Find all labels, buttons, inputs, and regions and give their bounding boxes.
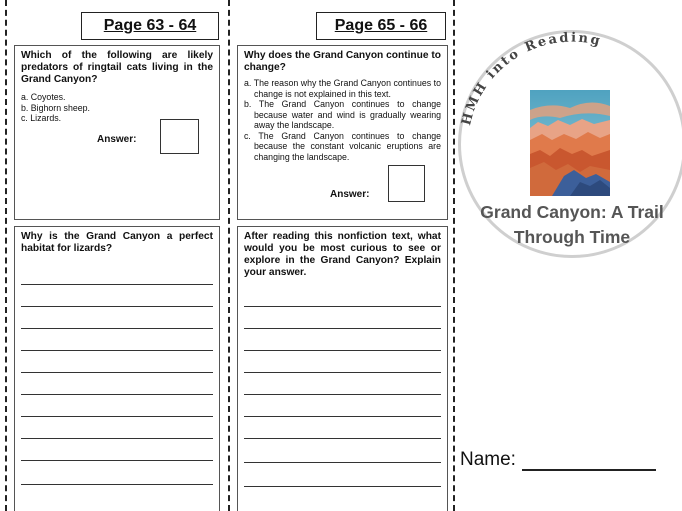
writing-line bbox=[21, 484, 213, 485]
writing-line bbox=[21, 306, 213, 307]
question-box-predators bbox=[14, 45, 220, 220]
option-a: a. The reason why the Grand Canyon continues to change is not explained in this text. bbox=[244, 78, 441, 99]
arc-label: HMH into Reading bbox=[459, 30, 604, 128]
cover-title bbox=[462, 200, 682, 250]
writing-line bbox=[244, 462, 441, 463]
answer-box[interactable] bbox=[160, 119, 199, 154]
question-box-explore bbox=[237, 226, 448, 511]
page-label-63-64: Page 63 - 64 bbox=[81, 12, 219, 40]
writing-line bbox=[21, 350, 213, 351]
answer-options bbox=[244, 78, 441, 162]
writing-line bbox=[21, 284, 213, 285]
fold-line-right bbox=[453, 0, 455, 511]
writing-line bbox=[244, 416, 441, 417]
writing-line bbox=[244, 328, 441, 329]
name-label: Name: bbox=[460, 449, 516, 470]
writing-line bbox=[21, 416, 213, 417]
writing-lines[interactable] bbox=[21, 227, 213, 511]
writing-line bbox=[244, 306, 441, 307]
writing-line bbox=[244, 486, 441, 487]
writing-line bbox=[244, 372, 441, 373]
writing-line bbox=[244, 350, 441, 351]
title-line-1: Grand Canyon: A Trail bbox=[480, 202, 664, 222]
title-line-2: Through Time bbox=[513, 227, 631, 247]
name-field[interactable] bbox=[522, 453, 656, 471]
grand-canyon-illustration bbox=[530, 90, 610, 196]
option-c: c. The Grand Canyon continues to change because the constant volcanic eruptions are changing the landscape. bbox=[244, 130, 441, 162]
name-row bbox=[460, 449, 656, 471]
fold-line-middle bbox=[228, 0, 230, 511]
writing-line bbox=[244, 438, 441, 439]
question-text: Why is the Grand Canyon a perfect habitat for lizards? bbox=[21, 231, 213, 254]
question-text: After reading this nonfiction text, what would you be most curious to see or explore in the Grand Canyon? Explain your answer. bbox=[244, 231, 441, 278]
writing-line bbox=[21, 372, 213, 373]
answer-label: Answer: bbox=[330, 189, 370, 200]
question-box-lizards bbox=[14, 226, 220, 511]
question-box-change bbox=[237, 45, 448, 220]
writing-line bbox=[21, 438, 213, 439]
writing-line bbox=[21, 460, 213, 461]
option-b: b. Bighorn sheep. bbox=[21, 102, 90, 113]
writing-line bbox=[21, 328, 213, 329]
question-text: Why does the Grand Canyon continue to change? bbox=[244, 50, 441, 73]
writing-line bbox=[244, 394, 441, 395]
answer-box[interactable] bbox=[388, 165, 425, 202]
page-label-65-66: Page 65 - 66 bbox=[316, 12, 446, 40]
answer-label: Answer: bbox=[97, 134, 137, 145]
writing-lines[interactable] bbox=[244, 227, 441, 511]
option-b: b. The Grand Canyon continues to change because water and wind is gradually wearing away the landscape. bbox=[244, 99, 441, 130]
fold-line-left bbox=[5, 0, 7, 511]
writing-line bbox=[21, 394, 213, 395]
option-a: a. Coyotes. bbox=[21, 92, 66, 102]
option-c: c. Lizards. bbox=[21, 113, 62, 123]
question-text: Which of the following are likely predators of ringtail cats living in the Grand Canyon? bbox=[21, 50, 213, 85]
